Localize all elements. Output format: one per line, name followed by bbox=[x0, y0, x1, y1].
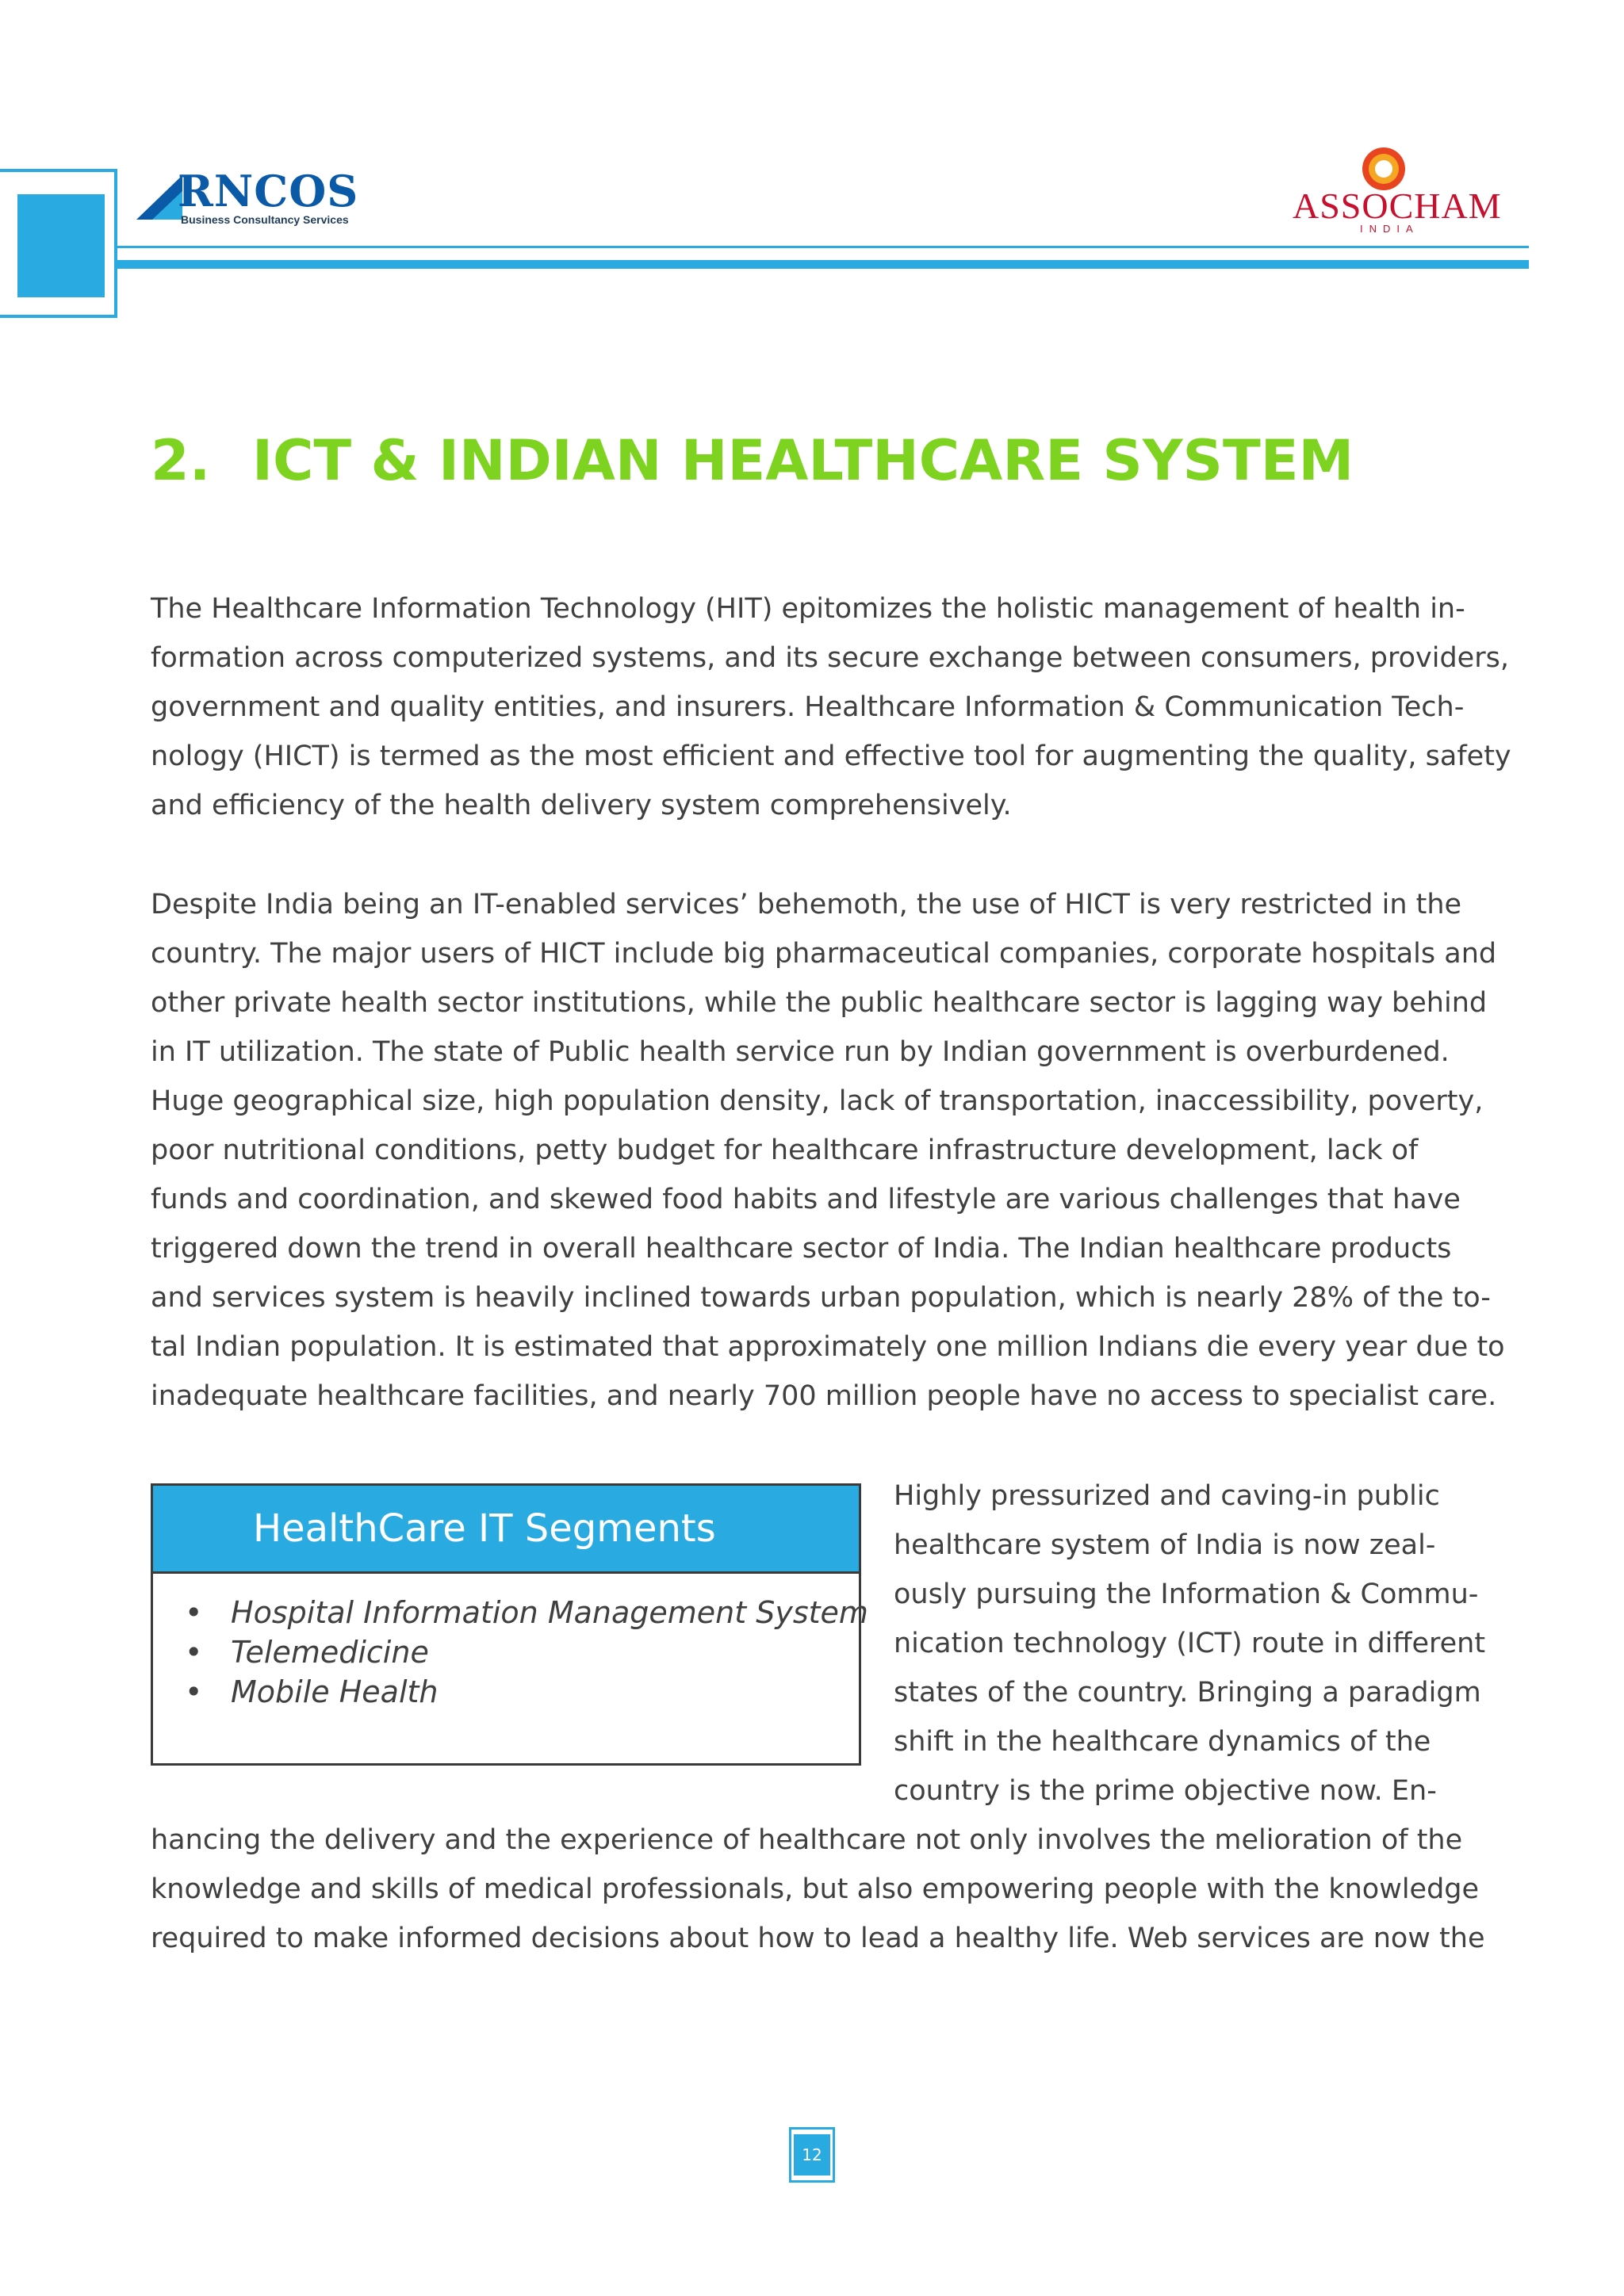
paragraph-line: states of the country. Bringing a paradigm bbox=[894, 1677, 1481, 1709]
header-rule-thin bbox=[117, 246, 1529, 248]
list-item bbox=[185, 1593, 868, 1632]
paragraph-line: country. The major users of HICT include big pharmaceutical companies, corporate hospitals and bbox=[151, 938, 1497, 970]
bullet-icon: • bbox=[185, 1635, 203, 1670]
assocham-logo bbox=[1289, 145, 1503, 236]
paragraph-line: poor nutritional conditions, petty budget for healthcare infrastructure development, lack of bbox=[151, 1135, 1419, 1166]
paragraph-line: and services system is heavily inclined towards urban population, which is nearly 28% of the to- bbox=[151, 1282, 1491, 1314]
list-item bbox=[185, 1672, 859, 1712]
bullet-icon: • bbox=[185, 1674, 203, 1709]
segment-item-label: Hospital Information Management System bbox=[231, 1595, 868, 1630]
rncos-logo bbox=[136, 166, 366, 230]
section-title bbox=[151, 428, 1354, 493]
paragraph-line: tal Indian population. It is estimated that approximately one million Indians die every year due to bbox=[151, 1331, 1505, 1363]
paragraph-line: Highly pressurized and caving-in public bbox=[894, 1480, 1440, 1512]
paragraph-line: triggered down the trend in overall healthcare sector of India. The Indian healthcare products bbox=[151, 1233, 1452, 1265]
paragraph-line: nication technology (ICT) route in different bbox=[894, 1628, 1486, 1659]
page-number: 12 bbox=[794, 2134, 830, 2175]
paragraph-line: and efficiency of the health delivery system comprehensively. bbox=[151, 790, 1012, 821]
paragraph-3-side bbox=[894, 1471, 1496, 1816]
paragraph-line: shift in the healthcare dynamics of the bbox=[894, 1726, 1431, 1758]
paragraph-line: other private health sector institutions, while the public healthcare sector is lagging way behind bbox=[151, 987, 1488, 1019]
section-number: 2. bbox=[151, 428, 211, 493]
paragraph-line: formation across computerized systems, and its secure exchange between consumers, providers, bbox=[151, 642, 1509, 674]
rncos-logo-name: RNCOS bbox=[178, 166, 359, 216]
assocham-logo-name: ASSOCHAM bbox=[1293, 186, 1502, 226]
paragraph-line: Despite India being an IT-enabled services’ behemoth, the use of HICT is very restricted in the bbox=[151, 889, 1462, 920]
header-rule-thick bbox=[117, 260, 1529, 269]
paragraph-line: nology (HICT) is termed as the most efficient and effective tool for augmenting the quality, safety bbox=[151, 740, 1511, 772]
segments-box-header bbox=[153, 1486, 859, 1574]
segments-box-title: HealthCare IT Segments bbox=[253, 1506, 716, 1551]
paragraph-4 bbox=[151, 1816, 1483, 1963]
paragraph-line: required to make informed decisions about how to lead a healthy life. Web services are now the bbox=[151, 1923, 1485, 1954]
paragraph-line: knowledge and skills of medical professionals, but also empowering people with the knowledge bbox=[151, 1873, 1480, 1905]
list-item bbox=[185, 1632, 859, 1672]
paragraph-line: funds and coordination, and skewed food habits and lifestyle are various challenges that have bbox=[151, 1184, 1461, 1215]
paragraph-line: ously pursuing the Information & Commu- bbox=[894, 1578, 1479, 1610]
segment-item-label: Mobile Health bbox=[231, 1674, 439, 1709]
section-title-text: ICT & INDIAN HEALTHCARE SYSTEM bbox=[252, 428, 1354, 493]
assocham-logo-sub: INDIA bbox=[1360, 223, 1419, 235]
header-corner-block bbox=[17, 194, 105, 297]
paragraph-line: in IT utilization. The state of Public health service run by Indian government is overburdened. bbox=[151, 1036, 1450, 1068]
segment-item-label: Telemedicine bbox=[231, 1635, 429, 1670]
paragraph-line: country is the prime objective now. En- bbox=[894, 1775, 1437, 1807]
bullet-icon: • bbox=[185, 1595, 203, 1630]
rncos-logo-tagline: Business Consultancy Services bbox=[181, 213, 349, 226]
rncos-logo-mark-icon bbox=[136, 174, 184, 221]
paragraph-line: inadequate healthcare facilities, and nearly 700 million people have no access to specialist care. bbox=[151, 1380, 1497, 1412]
paragraph-line: Huge geographical size, high population density, lack of transportation, inaccessibility, poverty, bbox=[151, 1085, 1484, 1117]
paragraph-1 bbox=[151, 584, 1511, 830]
paragraph-line: government and quality entities, and insurers. Healthcare Information & Communication Tech- bbox=[151, 691, 1465, 723]
paragraph-line: hancing the delivery and the experience of healthcare not only involves the melioration of the bbox=[151, 1824, 1463, 1856]
paragraph-2 bbox=[151, 880, 1505, 1421]
paragraph-line: healthcare system of India is now zeal- bbox=[894, 1529, 1436, 1561]
paragraph-line: The Healthcare Information Technology (HIT) epitomizes the holistic management of health in- bbox=[151, 593, 1465, 625]
segments-list bbox=[153, 1574, 868, 1712]
healthcare-it-segments-box bbox=[151, 1483, 868, 1766]
